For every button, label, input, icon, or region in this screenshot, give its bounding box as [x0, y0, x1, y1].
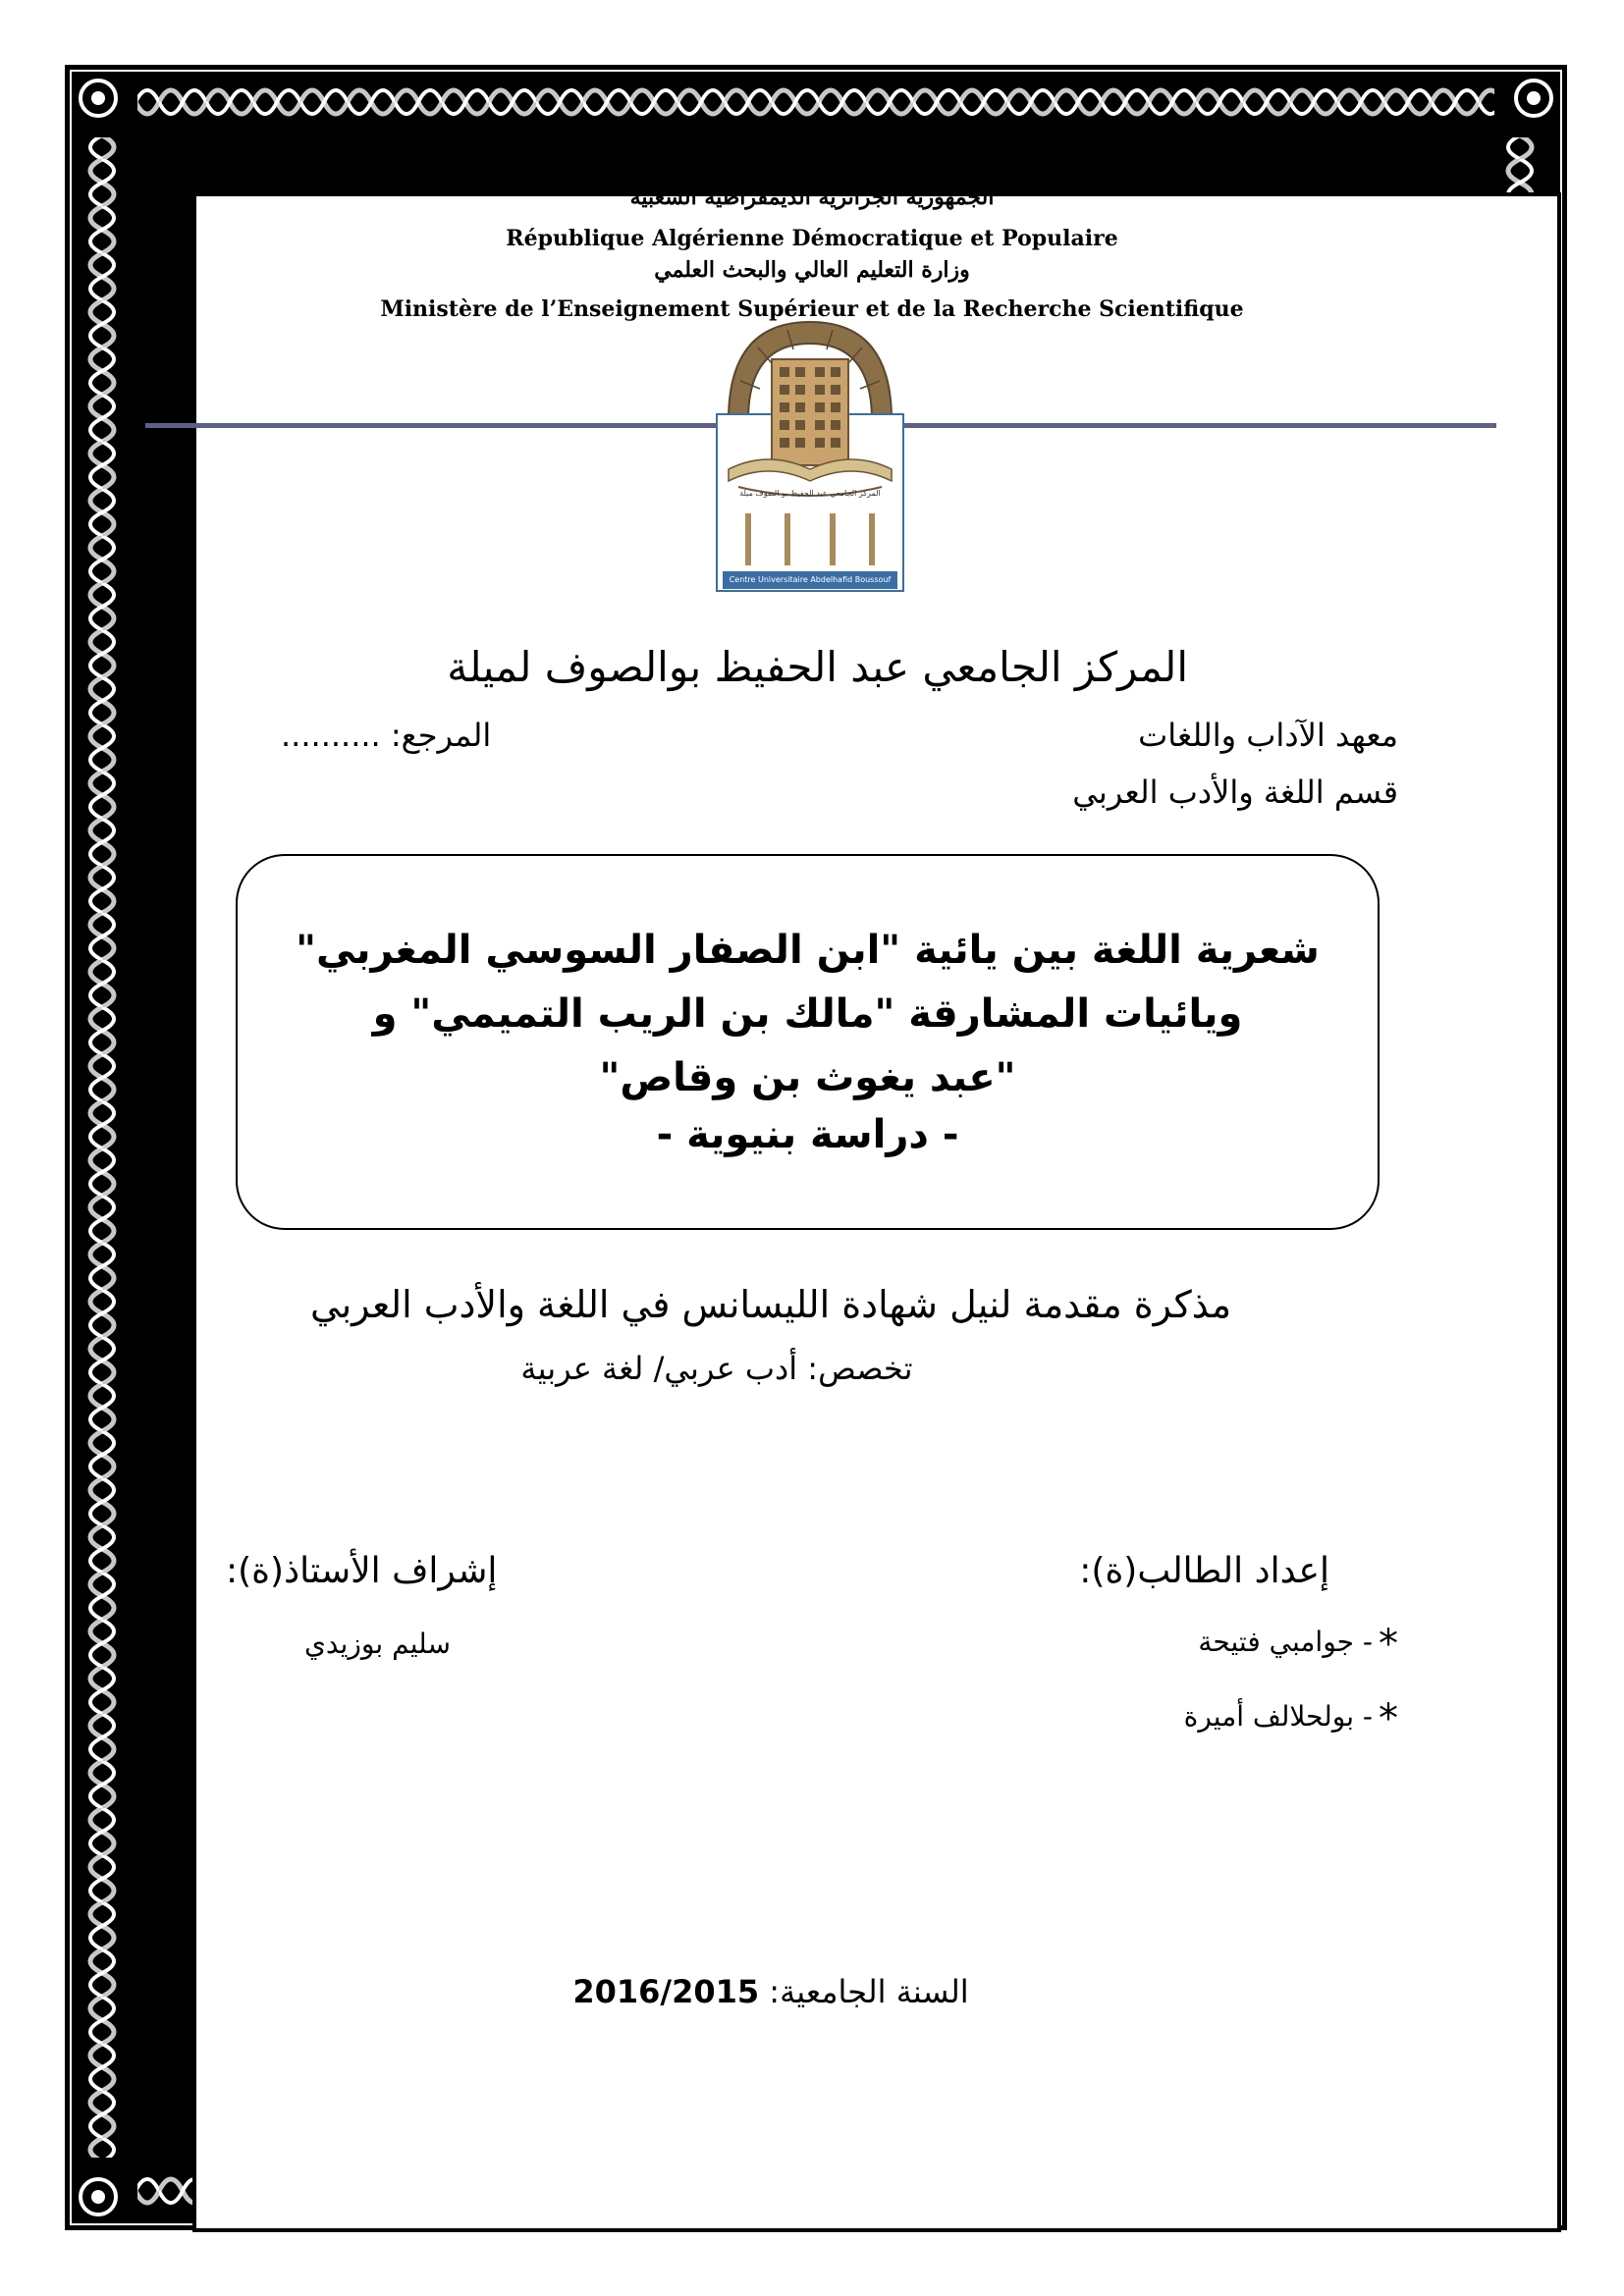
academic-year [550, 1973, 992, 2010]
bullet-star: * [1379, 1696, 1398, 1741]
thesis-title-line-2: ويائيات المشارقة "مالك بن الريب التميمي" و [372, 991, 1243, 1037]
student-name: - جوامبي فتيحة [1198, 1626, 1373, 1658]
republic-french: République Algérienne Démocratique et Populaire [506, 226, 1118, 251]
specialty: تخصص: أدب عربي/ لغة عربية [520, 1350, 913, 1387]
bullet-star: * [1379, 1622, 1398, 1667]
supervised-by-label: إشراف الأستاذ(ة): [226, 1551, 498, 1591]
republic-arabic: الجمهورية الجزائرية الديمقراطية الشعبية [629, 185, 995, 210]
student-name: - بولحلالف أميرة [1183, 1700, 1373, 1733]
thesis-title-line-4: - دراسة بنيوية - [656, 1112, 959, 1157]
reference-field: المرجع: .......... [281, 717, 492, 754]
center-name: المركز الجامعي عبد الحفيظ بوالصوف لميلة [447, 643, 1188, 691]
thesis-title-line-3: "عبد يغوث بن وقاص" [599, 1055, 1016, 1100]
logo-inner-text: المركز الجامعي عبد الحفيظ بو الصوف ميلة [739, 489, 881, 498]
university-logo [709, 312, 911, 600]
ministry-arabic: وزارة التعليم العالي والبحث العلمي [654, 257, 970, 283]
ministry-french: Ministère de l’Enseignement Supérieur et de la Recherche Scientifique [380, 296, 1244, 322]
institute-name: معهد الآداب واللغات [1138, 717, 1398, 754]
supervisor-name: سليم بوزيدي [304, 1628, 451, 1660]
academic-year-label: السنة الجامعية: [769, 1973, 969, 2010]
student-item [1198, 1622, 1398, 1667]
department-name: قسم اللغة والأدب العربي [1072, 774, 1398, 811]
thesis-title-box [236, 854, 1380, 1230]
student-item [1184, 1696, 1398, 1741]
prepared-by-label: إعداد الطالب(ة): [1079, 1551, 1329, 1591]
thesis-title-line-1: شعرية اللغة بين يائية "ابن الصفار السوسي المغربي" [296, 928, 1320, 973]
academic-year-value: 2016/2015 [572, 1973, 760, 2010]
memo-description: مذكرة مقدمة لنيل شهادة الليسانس في اللغة والأدب العربي [309, 1283, 1232, 1326]
logo-caption: Centre Universitaire Abdelhafid Boussouf Mila [729, 575, 892, 600]
